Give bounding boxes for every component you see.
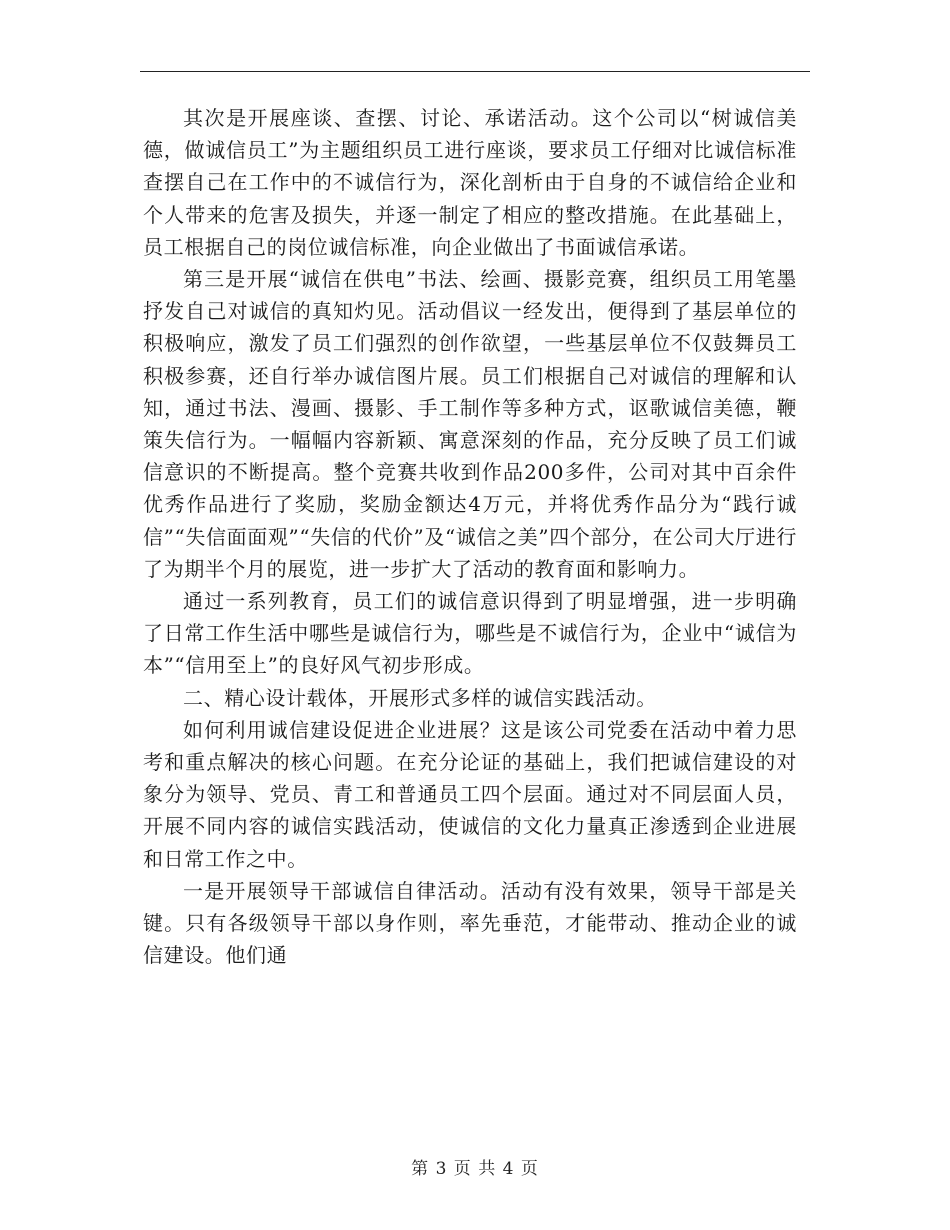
document-body <box>143 102 797 971</box>
page-number-footer: 第 3 页 共 4 页 <box>411 1159 539 1179</box>
paragraph-1: 其次是开展座谈、查摆、讨论、承诺活动。这个公司以“树诚信美德，做诚信员工”为主题组织员工进行座谈，要求员工仔细对比诚信标准查摆自己在工作中的不诚信行为，深化剖析由于自身的不诚信给企业和个人带来的危害及损失，并逐一制定了相应的整改措施。在此基础上，员工根据自己的岗位诚信标准，向企业做出了书面诚信承诺。 <box>143 106 797 259</box>
paragraph-2: 第三是开展“诚信在供电”书法、绘画、摄影竞赛，组织员工用笔墨抒发自己对诚信的真知灼见。活动倡议一经发出，便得到了基层单位的积极响应，激发了员工们强烈的创作欲望，一些基层单位不仅鼓舞员工积极参赛，还自行举办诚信图片展。员工们根据自己对诚信的理解和认知，通过书法、漫画、摄影、手工制作等多种方式，讴歌诚信美德，鞭策失信行为。一幅幅内容新颖、寓意深刻的作品，充分反映了员工们诚信意识的不断提高。整个竞赛共收到作品200多件，公司对其中百余件优秀作品进行了奖励，奖励金额达4万元，并将优秀作品分为“践行诚信”“失信面面观”“失信的代价”及“诚信之美”四个部分，在公司大厅进行了为期半个月的展览，进一步扩大了活动的教育面和影响力。 <box>143 267 797 581</box>
paragraph-3: 通过一系列教育，员工们的诚信意识得到了明显增强，进一步明确了日常工作生活中哪些是诚信行为，哪些是不诚信行为，企业中“诚信为本”“信用至上”的良好风气初步形成。 <box>143 589 797 678</box>
header-rule <box>140 71 810 72</box>
paragraph-5: 一是开展领导干部诚信自律活动。活动有没有效果，领导干部是关键。只有各级领导干部以身作则，率先垂范，才能带动、推动企业的诚信建设。他们通 <box>143 878 797 968</box>
paragraph-4: 如何利用诚信建设促进企业进展？这是该公司党委在活动中着力思考和重点解决的核心问题。在充分论证的基础上，我们把诚信建设的对象分为领导、党员、青工和普通员工四个层面。通过对不同层面人员，开展不同内容的诚信实践活动，使诚信的文化力量真正渗透到企业进展和日常工作之中。 <box>143 717 797 871</box>
section-heading: 二、精心设计载体，开展形式多样的诚信实践活动。 <box>183 685 657 710</box>
